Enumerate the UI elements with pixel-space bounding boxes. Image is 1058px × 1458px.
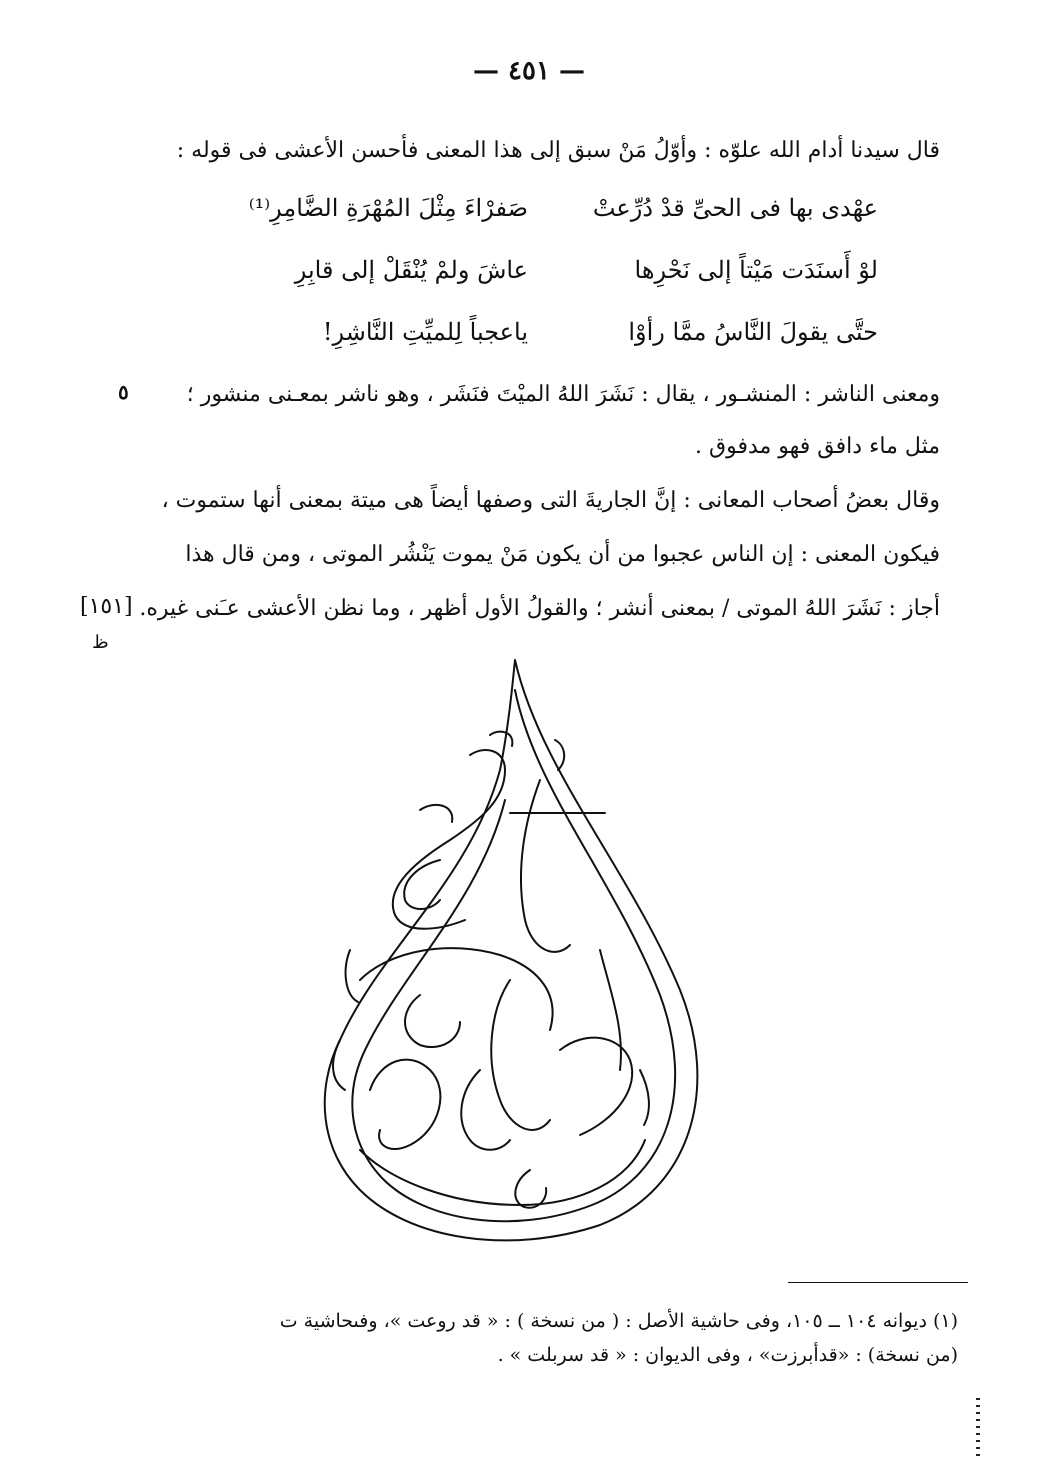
letter-stroke-14 <box>600 950 621 1070</box>
verse-2-first-hemistich: لوْ أَسنَدَت مَيْتاً إلى نَحْرِها <box>634 256 878 284</box>
letter-stroke-6 <box>360 948 553 1030</box>
verse-3-second-hemistich: ياعجباً لِلميِّتِ النَّاشِرِ! <box>322 318 528 346</box>
letter-stroke-10 <box>461 1070 510 1150</box>
verse-3-first-hemistich: حتَّى يقولَ النَّاسُ ممَّا رأوْا <box>628 318 878 346</box>
verse-1-first-hemistich: عهْدى بها فى الحىِّ قدْ دُرِّعتْ <box>592 194 878 222</box>
footnote-line-1: (١) ديوانه ١٠٤ ــ ١٠٥، وفى حاشية الأصل : ( من نسخة ) : « قد روعت »، وفىحاشية ت <box>279 1310 958 1332</box>
paragraph-line-2: فيكون المعنى : إن الناس عجبوا من أن يكون مَنْ يموت يَنْشُر الموتى ، ومن قال هذا <box>185 542 940 567</box>
verse-1-second-hemistich: صَفرْاءَ مِثْلَ المُهْرَةِ الضَّامِرِ⁽¹⁾ <box>248 194 528 222</box>
paragraph-line-1: وقال بعضُ أصحاب المعانى : إنَّ الجاريةَ التى وصفها أيضاً هى ميتة بمعنى أنها ستموت ، <box>161 488 940 513</box>
paragraph-line-3: أجاز : نَشَرَ اللهُ الموتى / بمعنى أنشر ؛ والقولُ الأول أظهر ، وما نظن الأعشى عـَنى غيره. <box>139 596 940 621</box>
letter-stroke-7 <box>405 995 460 1047</box>
folio-marker: [١٥١] <box>80 594 133 619</box>
letter-stroke-3 <box>521 780 570 952</box>
folio-letter: ظ <box>92 632 109 653</box>
letter-stroke-2 <box>404 860 440 909</box>
meaning-line-1: ومعنى الناشر : المنشـور ، يقال : نَشَرَ اللهُ الميْتَ فنَشَر ، وهو ناشر بمعـنى منشور ؛ <box>186 382 940 407</box>
letter-stroke-15 <box>420 805 452 822</box>
line-number: ٥ <box>118 380 129 404</box>
letter-stroke-11 <box>370 1060 440 1149</box>
letter-stroke-1 <box>393 750 505 929</box>
letter-stroke-13 <box>515 1170 546 1208</box>
scan-edge-mark <box>976 1398 980 1456</box>
footnote-line-2: (من نسخة) : «قدأبرزت» ، وفى الديوان : « قد سربلت » . <box>497 1344 958 1366</box>
letter-stroke-16 <box>346 950 358 1002</box>
page-number: — ٤٥١ — <box>472 56 586 86</box>
intro-line: قال سيدنا أدام الله علوّه : وأوّلُ مَنْ سبق إلى هذا المعنى فأحسن الأعشى فى قوله : <box>176 138 940 163</box>
letter-stroke-17 <box>640 1070 649 1125</box>
letter-stroke-5 <box>490 732 512 746</box>
meaning-line-2: مثل ماء دافق فهو مدفوق . <box>695 434 940 459</box>
footnote-separator <box>788 1282 968 1283</box>
letter-stroke-9 <box>491 980 550 1130</box>
calligraphy-ornament <box>300 650 720 1250</box>
verse-2-second-hemistich: عاشَ ولمْ يُنْقَلْ إلى قابِرِ <box>294 256 528 284</box>
teardrop-outer-outline <box>325 660 698 1240</box>
letter-stroke-18 <box>333 1040 345 1090</box>
